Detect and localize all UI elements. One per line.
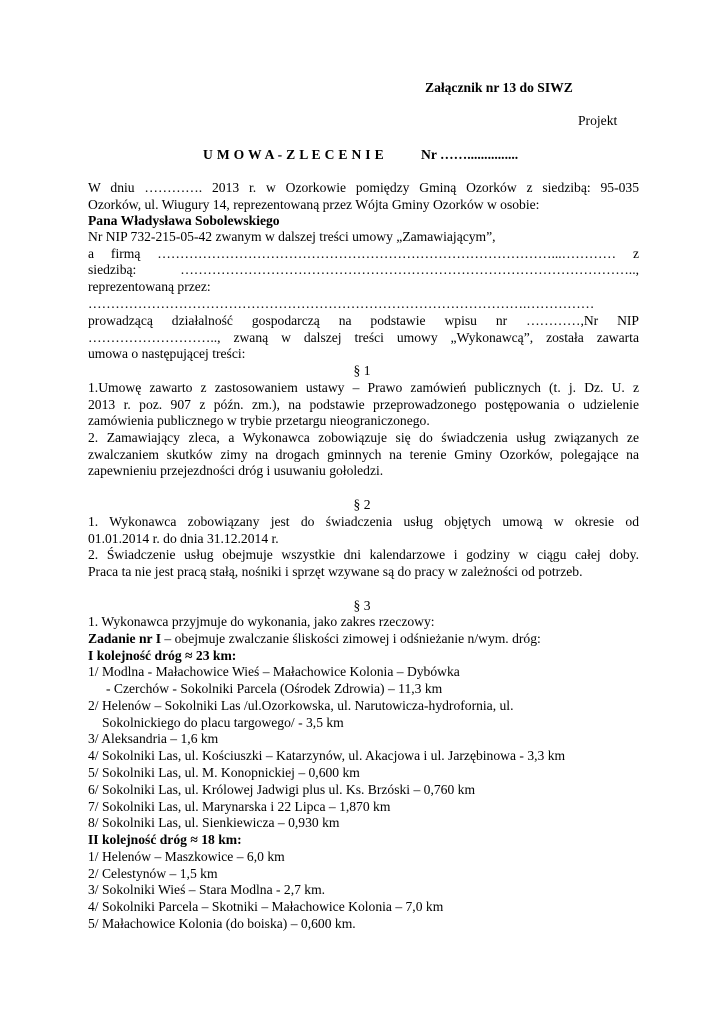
section-1-line: 2. Zamawiający zleca, a Wykonawca zobowiązuje się do świadczenia usług związanych ze (88, 430, 639, 445)
draft-label: Projekt (578, 113, 618, 128)
contractor-line: ……………………….., zwaną w dalszej treści umowy „Wykonawcą”, została zawarta (88, 330, 639, 345)
section-1-line: zapewnieniu przejezdności dróg i usuwaniu gołoledzi. (88, 463, 384, 478)
intro-line-1: W dniu …………. 2013 r. w Ozorkowie pomiędzy Gminą Ozorków z siedzibą: 95-035 (88, 180, 639, 195)
road-item: 6/ Sokolniki Las, ul. Królowej Jadwigi plus ul. Ks. Brzóski – 0,760 km (88, 782, 476, 797)
contract-number: Nr ……............... (421, 147, 519, 162)
road-item: - Czerchów - Sokolniki Parcela (Ośrodek Zdrowia) – 11,3 km (106, 681, 443, 696)
road-item: 1/ Modlna - Małachowice Wieś – Małachowice Kolonia – Dybówka (88, 664, 460, 679)
section-2-line: 2. Świadczenie usług obejmuje wszystkie dni kalendarzowe i godziny w ciągu całej doby. (88, 547, 639, 562)
task-1-text: – obejmuje zwalczanie śliskości zimowej i odśnieżanie n/wym. dróg: (161, 631, 541, 646)
section-2-line: Praca ta nie jest pracą stałą, nośniki i sprzęt wzywane są do pracy w zależności od potrzeb. (88, 564, 583, 579)
road-item: 4/ Sokolniki Las, ul. Kościuszki – Katarzynów, ul. Akacjowa i ul. Jarzębinowa - 3,3 km (88, 748, 566, 763)
annex-label: Załącznik nr 13 do SIWZ (425, 80, 573, 95)
section-3-intro: 1. Wykonawca przyjmuje do wykonania, jako zakres rzeczowy: (88, 614, 435, 629)
section-2-line: 1. Wykonawca zobowiązany jest do świadczenia usług objętych umową w okresie od (88, 514, 639, 529)
road-item: 3/ Sokolniki Wieś – Stara Modlna - 2,7 km. (88, 882, 326, 897)
order-2-heading: II kolejność dróg ≈ 18 km: (88, 832, 242, 847)
contract-title: U M O W A - Z L E C E N I E (203, 147, 384, 162)
nip-line: Nr NIP 732-215-05-42 zwanym w dalszej treści umowy „Zamawiającym”, (88, 229, 496, 244)
road-item: 3/ Aleksandria – 1,6 km (88, 731, 219, 746)
task-1-line (88, 631, 541, 647)
content-line: umowa o następującej treści: (88, 346, 246, 361)
road-item: 2/ Helenów – Sokolniki Las /ul.Ozorkowska, ul. Narutowicza-hydrofornia, ul. (88, 698, 514, 713)
road-item: 4/ Sokolniki Parcela – Skotniki – Małachowice Kolonia – 7,0 km (88, 899, 444, 914)
section-1-line: zwalczaniem skutków zimy na drogach gminnych na terenie Gminy Ozorków, polegające na (88, 447, 639, 462)
represented-line: reprezentowaną przez: (88, 279, 211, 294)
road-item: 8/ Sokolniki Las, ul. Sienkiewicza – 0,930 km (88, 815, 340, 830)
road-item: 5/ Małachowice Kolonia (do boiska) – 0,600 km. (88, 916, 356, 931)
section-1-heading: § 1 (353, 363, 371, 378)
section-1-line: 2013 r. poz. 907 z późn. zm.), na podstawie przeprowadzonego postępowania o udzielenie (88, 397, 639, 412)
road-item: 5/ Sokolniki Las, ul. M. Konopnickiej – 0,600 km (88, 765, 360, 780)
task-1-label: Zadanie nr I (88, 631, 162, 646)
road-item: 7/ Sokolniki Las, ul. Marynarska i 22 Lipca – 1,870 km (88, 799, 391, 814)
seat-line: siedzibą: ……………………………………………………………………………………….., (88, 262, 639, 277)
road-item: 2/ Celestynów – 1,5 km (88, 866, 218, 881)
section-2-heading: § 2 (353, 497, 371, 512)
road-item: Sokolnickiego do placu targowego/ - 3,5 km (102, 715, 344, 730)
intro-line-2: Ozorków, ul. Wiugury 14, reprezentowaną przez Wójta Gminy Ozorków w osobie: (88, 197, 540, 212)
order-1-heading: I kolejność dróg ≈ 23 km: (88, 648, 237, 663)
section-1-line: 1.Umowę zawarto z zastosowaniem ustawy – Prawo zamówień publicznych (t. j. Dz. U. z (88, 380, 639, 395)
section-2-line: 01.01.2014 r. do dnia 31.12.2014 r. (88, 531, 279, 546)
firm-line: a firmą ……………………………………………………………………………...………… z (88, 246, 639, 261)
road-item: 1/ Helenów – Maszkowice – 6,0 km (88, 849, 285, 864)
official-name: Pana Władysława Sobolewskiego (88, 213, 280, 228)
section-3-heading: § 3 (353, 598, 371, 613)
dots-line: …………………………………………………………………………………….…………… (88, 296, 595, 311)
activity-line: prowadzącą działalność gospodarczą na podstawie wpisu nr …………,Nr NIP (88, 313, 639, 328)
section-1-line: zamówienia publicznego w trybie przetargu nieograniczonego. (88, 413, 430, 428)
